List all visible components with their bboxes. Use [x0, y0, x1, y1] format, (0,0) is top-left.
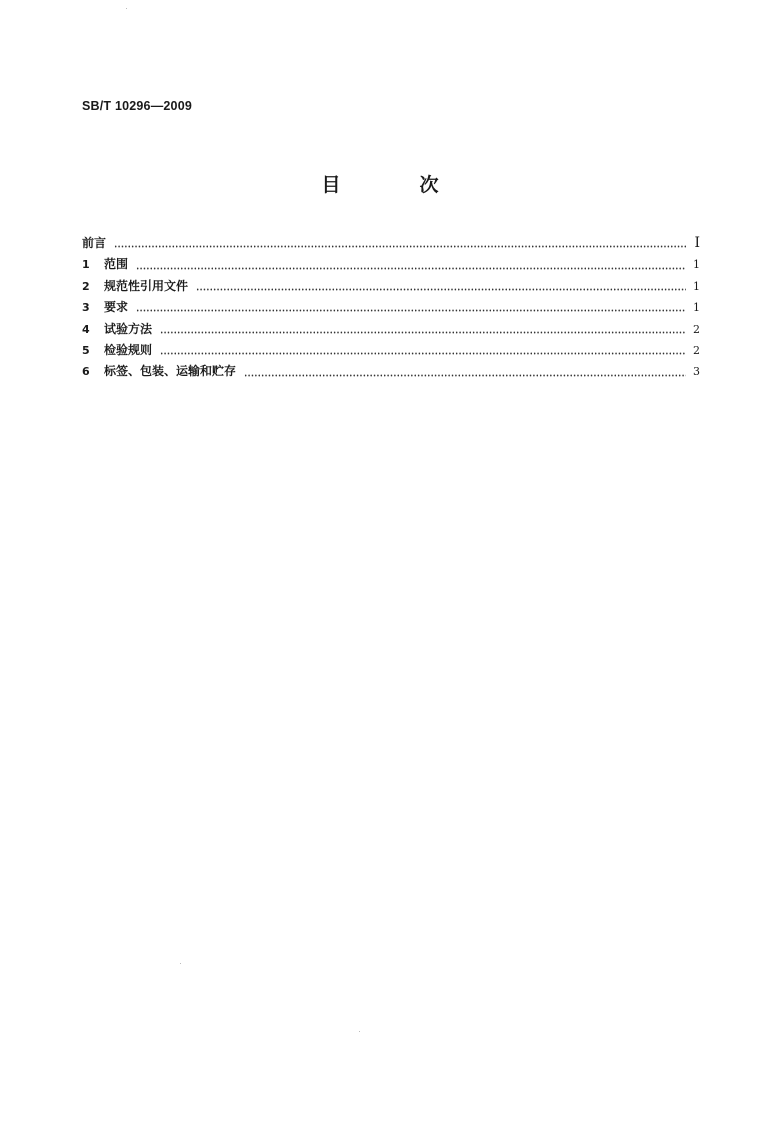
- toc-leader-dots: [244, 374, 686, 377]
- toc-entry-page: I: [694, 235, 700, 251]
- toc-leader-dots: [136, 267, 686, 270]
- toc-entry-normative-references[interactable]: [82, 277, 700, 298]
- toc-entry-page: 2: [693, 322, 700, 336]
- toc-entry-label: 前言: [82, 236, 107, 250]
- scan-speck: [126, 8, 127, 9]
- document-code: SB/T 10296—2009: [82, 99, 193, 113]
- toc-entry-marking-packaging-transport-storage[interactable]: [82, 362, 700, 383]
- toc-entry-label: 标签、包装、运输和贮存: [104, 364, 237, 379]
- toc-entry-number: 6: [82, 365, 90, 379]
- toc-entry-number: 3: [82, 301, 90, 315]
- toc-leader-dots: [114, 245, 686, 248]
- toc-leader-dots: [160, 331, 686, 334]
- toc-entry-page: 2: [693, 343, 700, 357]
- scan-speck: [180, 963, 181, 964]
- toc-entry-inspection-rules[interactable]: [82, 341, 700, 362]
- toc-entry-number: 2: [82, 279, 90, 293]
- toc-entry-scope[interactable]: [82, 255, 700, 276]
- toc-entry-label: 试验方法: [104, 321, 153, 336]
- toc-entry-page: 3: [693, 365, 700, 379]
- toc-entry-number: 1: [82, 258, 90, 272]
- toc-entry-label: 规范性引用文件: [104, 278, 189, 293]
- toc-entry-page: 1: [693, 258, 700, 272]
- toc-entry-label: 范围: [104, 257, 129, 272]
- toc-leader-dots: [136, 309, 686, 312]
- scan-speck: [359, 1031, 360, 1032]
- toc-entry-label: 检验规则: [104, 342, 153, 357]
- toc-entry-requirements[interactable]: [82, 298, 700, 319]
- toc-entry-foreword[interactable]: [82, 234, 700, 255]
- toc-leader-dots: [196, 288, 686, 291]
- toc-leader-dots: [160, 352, 686, 355]
- toc-entry-number: 4: [82, 322, 90, 336]
- toc-entry-page: 1: [693, 279, 700, 293]
- toc-entry-label: 要求: [104, 300, 129, 315]
- toc-entry-test-methods[interactable]: [82, 320, 700, 341]
- toc-entry-number: 5: [82, 343, 90, 357]
- table-of-contents: [82, 234, 700, 384]
- page-title: 目 次: [321, 174, 469, 196]
- toc-entry-page: 1: [693, 301, 700, 315]
